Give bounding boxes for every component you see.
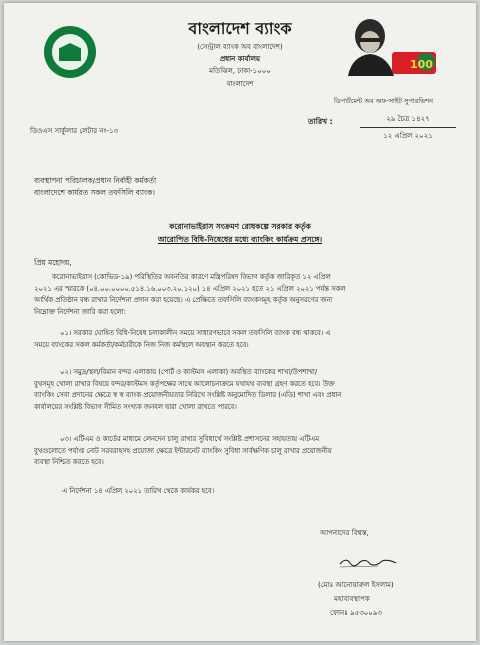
intro-line: ২০২১ এর স্মারকে (০৪.০০.০০০০.৫১৪.১৬.০০৩.২০.১২০) ১৪ এপ্রিল ২০২১ হতে ২১ এপ্রিল ২০২১ পর্যন্ত সকল bbox=[34, 284, 346, 293]
point-02 bbox=[34, 367, 454, 413]
head-office: প্রধান কার্যালয় bbox=[219, 55, 261, 63]
point-03 bbox=[34, 434, 454, 469]
country: বাংলাদেশ bbox=[226, 80, 254, 88]
subject-line-2: আরোপিত বিধি-নিষেধের মধ্যে ব্যাংকিং কার্যক্রম প্রসঙ্গে। bbox=[157, 235, 323, 244]
point-02-line: ব্যাংকিং সেবা প্রদানের ক্ষেত্রে স্ব স্ব ব্যাংক প্রয়োজনীয়তার নিরিখে সংশ্লিষ্ট অনুমোদিত ডিলার (এডি) শাখা এবং প্রধান bbox=[34, 391, 342, 399]
date-english: ১২ এপ্রিল ২০২১ bbox=[383, 132, 433, 140]
signatory-phone: ফোনঃ ৯৫৩০০৯৩ bbox=[330, 609, 382, 617]
date-bangla: ২৯ চৈত্র ১৪২৭ bbox=[386, 115, 430, 123]
date-label: তারিখ : bbox=[308, 117, 333, 126]
point-03-line: ব্যবস্থা নিশ্চিত করতে হবে। bbox=[34, 458, 104, 466]
point-01 bbox=[34, 328, 454, 351]
intro-line: করোনাভাইরাস (কোভিড-১৯) পরিস্থিতির অবনতির কারণে মন্ত্রিপরিষদ বিভাগ কর্তৃক জারিকৃত ১২ এপ্রিল bbox=[52, 273, 331, 281]
salutation: প্রিয় মহোদয়, bbox=[34, 258, 72, 267]
signatory-designation: মহাব্যবস্থাপক bbox=[334, 595, 370, 603]
point-02-line: বুথসমূহ খোলা রাখার বিষয়ে বন্দর/কাস্টমস কর্তৃপক্ষের সাথে আলোচনাক্রমে যথাযথ ব্যবস্থা গ্রহণ করতে হবে। উক্ত bbox=[34, 379, 335, 388]
recipient-line-1: ব্যবস্থাপনা পরিচালক/প্রধান নির্বাহী কর্মকর্তা bbox=[34, 176, 157, 185]
recipient-line-2: বাংলাদেশে কার্যরত সকল তফসিলি ব্যাংক। bbox=[34, 188, 155, 197]
bank-subtitle: (সেন্ট্রাল ব্যাংক অব বাংলাদেশ) bbox=[197, 43, 283, 51]
department-name: ডিপার্টমেন্ট অব অফ-সাইট সুপারভিশন bbox=[334, 97, 434, 105]
valediction: আপনাদের বিশ্বস্ত, bbox=[320, 529, 369, 537]
effective-date-note: এ নির্দেশনা ১৪ এপ্রিল ২০২১ তারিখ থেকে কার্যকর হবে। bbox=[62, 487, 215, 495]
intro-line: আর্থিক প্রতিষ্ঠান বন্ধ রাখার নির্দেশনা প্রদান করা হয়েছে। এ প্রেক্ষিতে তফসিলি ব্যাংকসমূহ কর্তৃক অনুসরণের জন্য bbox=[34, 296, 333, 304]
point-01-line: সময়ে ব্যাংকের সকল কর্মকর্তা/কর্মচারীকে নিজ নিজ কর্মস্থলে অবস্থান করতে হবে। bbox=[34, 340, 249, 349]
point-03-line: ০৩। এটিএম ও কার্ডের মাধ্যমে লেনদেন চালু রাখার সুবিধার্থে সংশ্লিষ্ট প্রশাসনের সহায়তায় এটিএম bbox=[60, 435, 319, 443]
point-01-line: ০১। সরকার ঘোষিত বিধি-নিষেধ চলাকালীন সময়ে সাধারণভাবে সকল তফসিলি ব্যাংক বন্ধ থাকবে। এ bbox=[60, 329, 331, 337]
address: মতিঝিল, ঢাকা-১০০০ bbox=[209, 67, 271, 75]
signatory-name: (মোঃ আনোয়ারুল ইসলাম) bbox=[318, 581, 394, 589]
intro-line: নিম্নোক্ত নির্দেশনা জারি করা হলো: bbox=[34, 307, 126, 316]
badge-100-text: 100 bbox=[410, 58, 433, 71]
mujib-centenary-badge bbox=[340, 14, 438, 76]
point-03-line: বুথগুলোতে পর্যাপ্ত নোট সরবরাহসহ প্রযোজ্য ক্ষেত্রে ইন্টারনেট ব্যাংকিং সুবিধা সার্বক্ষণিক চালু রাখার প্রয়োজনীয় bbox=[34, 446, 332, 455]
intro-paragraph bbox=[34, 272, 454, 318]
date-box bbox=[360, 113, 456, 142]
date-divider bbox=[360, 127, 456, 128]
subject-line-1: করোনাভাইরাস সংক্রমণ রোধকল্পে সরকার কর্তৃক bbox=[169, 222, 311, 231]
point-02-line: ০২। সমুদ্র/স্থল/বিমান বন্দর এলাকায় (পোর্ট ও কাস্টমস এলাকা) অবস্থিত ব্যাংকের শাখা/উপশাখা/ bbox=[60, 368, 318, 376]
bank-name-title: বাংলাদেশ ব্যাংক bbox=[188, 19, 292, 38]
circular-number: ডিওএস সার্কুলার লেটার নং-১৩ bbox=[30, 127, 119, 135]
point-02-line: কার্যালয়ের সংশ্লিষ্ট বিভাগ সীমিত সংখ্যক জনবল দ্বারা খোলা রাখতে পারবে। bbox=[34, 402, 237, 411]
handwritten-signature bbox=[338, 555, 398, 569]
